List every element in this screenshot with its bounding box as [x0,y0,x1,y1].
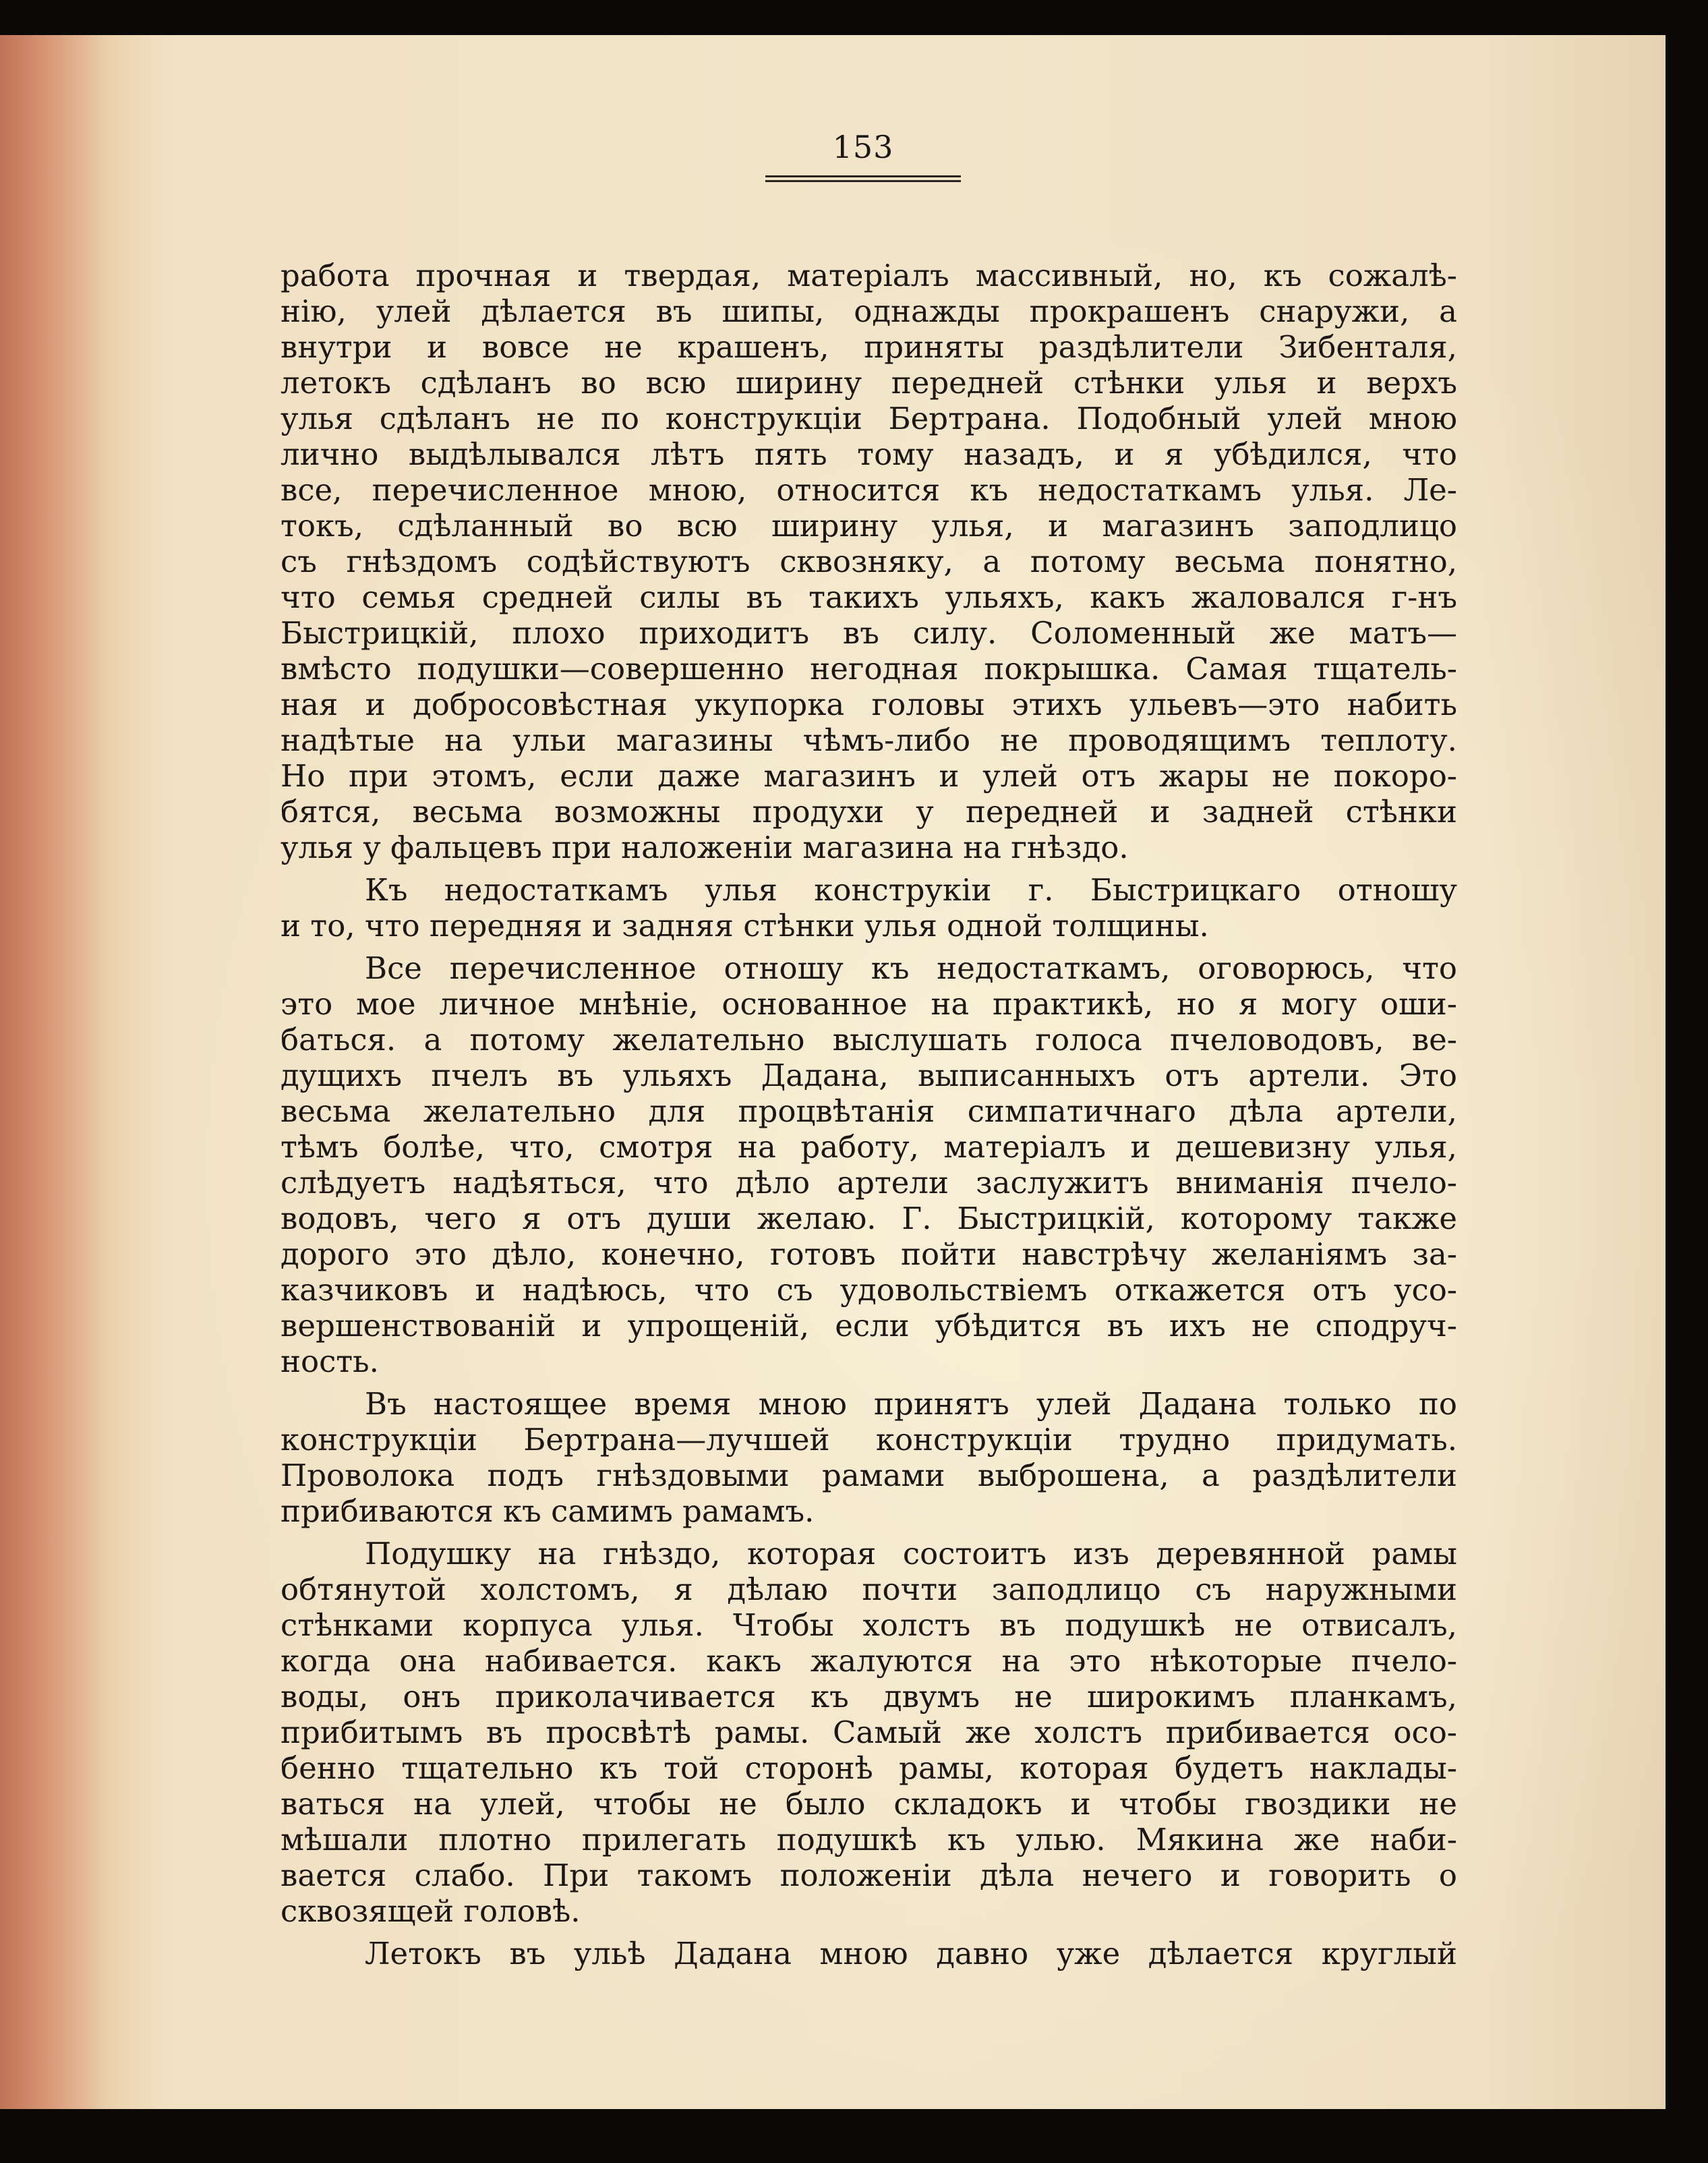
paragraph-gap [281,865,1457,872]
text-line: прибитымъ въ просвѣтѣ рамы. Самый же холстъ прибивается осо- [281,1714,1457,1750]
text-line: и то, что передняя и задняя стѣнки улья одной толщины. [281,908,1209,944]
text-line: Въ настоящее время мною принятъ улей Дадана только по [365,1386,1457,1422]
text-line: надѣтые на ульи магазины чѣмъ-либо не проводящимъ теплоту. [281,722,1457,758]
text-line: съ гнѣздомъ содѣйствуютъ сквозняку, а потому весьма понятно, [281,544,1457,579]
text-line: конструкціи Бертрана—лучшей конструкціи трудно придумать. [281,1422,1457,1458]
text-line: ная и добросовѣстная укупорка головы этихъ ульевъ—это набить [281,687,1457,722]
text-line: что семья средней силы въ такихъ ульяхъ, какъ жаловался г-нъ [281,579,1457,615]
text-line: тѣмъ болѣе, что, смотря на работу, матеріалъ и дешевизну улья, [281,1129,1457,1165]
text-line: лично выдѣлывался лѣтъ пять тому назадъ, и я убѣдился, что [281,436,1457,472]
text-line: все, перечисленное мною, относится къ недостаткамъ улья. Ле- [281,472,1457,508]
text-line: летокъ сдѣланъ во всю ширину передней стѣнки улья и верхъ [281,365,1457,401]
text-line: вается слабо. При такомъ положеніи дѣла нечего и говорить о [281,1857,1457,1893]
text-line: ваться на улей, чтобы не было складокъ и чтобы гвоздики не [281,1786,1457,1822]
text-line: Подушку на гнѣздо, которая состоитъ изъ деревянной рамы [365,1536,1457,1571]
paragraph [281,950,1457,1379]
text-line: воды, онъ приколачивается къ двумъ не широкимъ планкамъ, [281,1679,1457,1714]
text-line: мѣшали плотно прилегать подушкѣ къ улью. Мякина же наби- [281,1822,1457,1857]
text-line: дорого это дѣло, конечно, готовъ пойти навстрѣчу желаніямъ за- [281,1236,1457,1272]
text-line: вмѣсто подушки—совершенно негодная покрышка. Самая тщатель- [281,651,1457,687]
text-line: стѣнками корпуса улья. Чтобы холстъ въ подушкѣ не отвисалъ, [281,1607,1457,1643]
text-line: баться. а потому желательно выслушать голоса пчеловодовъ, ве- [281,1022,1457,1058]
text-line: это мое личное мнѣніе, основанное на практикѣ, но я могу оши- [281,986,1457,1022]
text-line: обтянутой холстомъ, я дѣлаю почти заподлицо съ наружными [281,1571,1457,1607]
text-line: Къ недостаткамъ улья конструкіи г. Быстрицкаго отношу [365,872,1457,908]
text-line: токъ, сдѣланный во всю ширину улья, и магазинъ заподлицо [281,508,1457,544]
page-header [762,129,964,182]
paragraph-gap [281,944,1457,950]
text-line: слѣдуетъ надѣяться, что дѣло артели заслужитъ вниманія пчело- [281,1165,1457,1201]
text-line: улья у фальцевъ при наложеніи магазина на гнѣздо. [281,830,1129,865]
text-line: Быстрицкій, плохо приходитъ въ силу. Соломенный же матъ— [281,615,1457,651]
paragraph [281,1386,1457,1529]
body-text [281,258,1457,1971]
text-line: ность. [281,1344,379,1379]
book-page [0,35,1666,2109]
paragraph-gap [281,1529,1457,1536]
text-line: улья сдѣланъ не по конструкціи Бертрана. Подобный улей мною [281,401,1457,436]
text-line: дущихъ пчелъ въ ульяхъ Дадана, выписанныхъ отъ артели. Это [281,1058,1457,1093]
text-line: казчиковъ и надѣюсь, что съ удовольствіемъ откажется отъ усо- [281,1272,1457,1308]
paragraph-gap [281,1929,1457,1936]
text-line: работа прочная и твердая, матеріалъ массивный, но, къ сожалѣ- [281,258,1457,293]
text-line: нію, улей дѣлается въ шипы, однажды прокрашенъ снаружи, а [281,293,1457,329]
paragraph [281,872,1457,944]
text-line: бенно тщательно къ той сторонѣ рамы, которая будетъ наклады- [281,1750,1457,1786]
text-line: Проволока подъ гнѣздовыми рамами выброшена, а раздѣлители [281,1458,1457,1493]
paragraph-gap [281,1379,1457,1386]
text-line: когда она набивается. какъ жалуются на это нѣкоторые пчело- [281,1643,1457,1679]
text-line: водовъ, чего я отъ души желаю. Г. Быстрицкій, которому также [281,1201,1457,1236]
header-double-rule [765,175,961,182]
text-line: бятся, весьма возможны продухи у передней и задней стѣнки [281,794,1457,830]
paragraph [281,1536,1457,1929]
text-line: прибиваются къ самимъ рамамъ. [281,1493,815,1529]
text-line: вершенствованій и упрощеній, если убѣдится въ ихъ не сподруч- [281,1308,1457,1344]
text-line: внутри и вовсе не крашенъ, приняты раздѣлители Зибенталя, [281,329,1457,365]
text-line: Летокъ въ ульѣ Дадана мною давно уже дѣлается круглый [365,1936,1457,1971]
text-line: сквозящей головѣ. [281,1893,581,1929]
page-number: 153 [832,129,894,165]
text-line: весьма желательно для процвѣтанія симпатичнаго дѣла артели, [281,1093,1457,1129]
text-line: Но при этомъ, если даже магазинъ и улей отъ жары не покоро- [281,758,1457,794]
text-line: Все перечисленное отношу къ недостаткамъ, оговорюсь, что [365,950,1457,986]
paragraph [281,258,1457,865]
paragraph [281,1936,1457,1971]
spine-shadow [0,35,155,2109]
